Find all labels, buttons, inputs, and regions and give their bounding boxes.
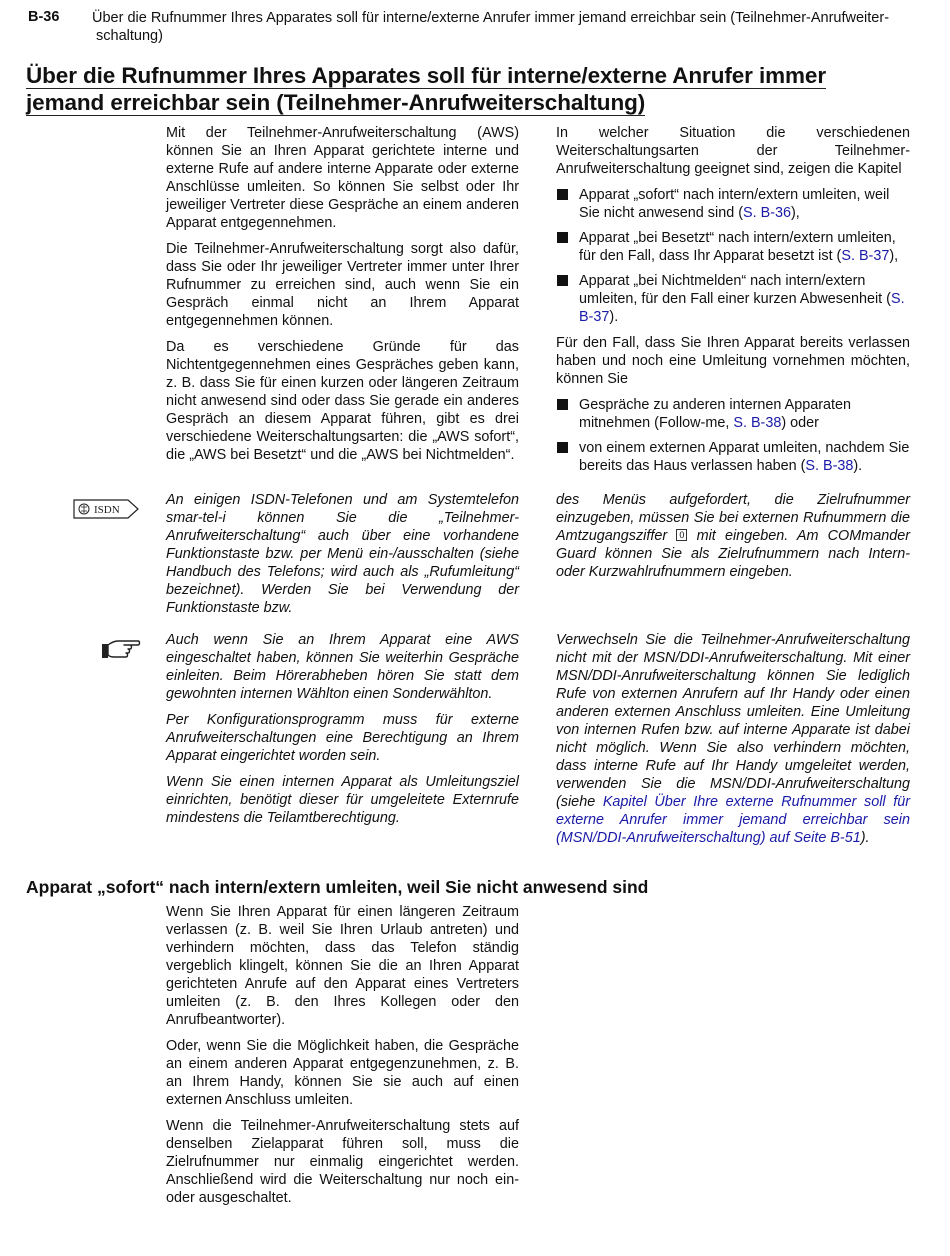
list-item: Gespräche zu anderen internen Apparaten mitnehmen (Follow-me, S. B-38) oder — [556, 396, 910, 432]
pointing-hand-icon — [100, 638, 142, 667]
running-header-title — [92, 9, 922, 45]
section-paragraph-3: Wenn die Teilnehmer-Anrufweiterschaltung stets auf denselben Zielapparat führen soll, muss die Zielrufnummer nur einmalig eingerichtet werden. Anschließend wird die Weiterschaltung nur noch ein- oder ausgeschaltet. — [166, 1118, 519, 1206]
isdn-icon — [72, 498, 140, 525]
hint-paragraph-3: Wenn Sie einen internen Apparat als Umleitungsziel einrichten, benötigt dieser für umgeleitete Externrufe mindestens die Teilamtberechtigung. — [166, 774, 519, 826]
hint-note-left — [166, 631, 519, 835]
intro-paragraph-3: Da es verschiedene Gründe für das Nichtentgegennehmen eines Gespräches geben kann, z. B. dass Sie für einen kurzen oder längeren Zeitraum nicht anwesend sind oder dass Sie gerade ein anderes Gespräch an diesem Apparat führen, gibt es drei verschiedene Weiterschaltungsarten: die „AWS sofort“, die „AWS bei Besetzt“ und die „AWS bei Nichtmelden“. — [166, 339, 519, 463]
section-title: Apparat „sofort“ nach intern/extern umleiten, weil Sie nicht anwesend sind — [26, 877, 649, 897]
page-title-text: Über die Rufnummer Ihres Apparates soll für interne/externe Anrufer immer jemand erreichbar sein (Teilnehmer-Anrufweiterschaltung) — [26, 63, 826, 115]
isdn-note-right — [556, 491, 910, 589]
chapter-link[interactable]: Kapitel Über Ihre externe Rufnummer soll für externe Anrufer immer jemand erreichbar sein (MSN/DDI-Anrufweiterschaltung) auf Seite B-51 — [556, 794, 910, 846]
intro-left-column — [166, 124, 519, 472]
page-link[interactable]: S. B-38 — [733, 415, 782, 431]
page-link[interactable]: S. B-36 — [743, 205, 791, 221]
intro-right-column — [556, 124, 910, 483]
intro-right-paragraph-2: Für den Fall, dass Sie Ihren Apparat bereits verlassen haben und noch eine Umleitung vornehmen möchten, können Sie — [556, 335, 910, 387]
intro-paragraph-2: Die Teilnehmer-Anrufweiterschaltung sorgt also dafür, dass Sie oder Ihr jeweiliger Vertreter immer unter Ihrer Rufnummer zu erreichen sind, auch wenn Sie ein Gespräch einmal nicht an Ihrem Apparat entgegennehmen können. — [166, 241, 519, 329]
isdn-note-continued: des Menüs aufgefordert, die Zielrufnummer einzugeben, müssen Sie bei externen Rufnummern die Amtzugangsziffer 0 mit eingeben. Am COMmander Guard können Sie als Zielrufnummern nach Intern- oder Kurzwahlrufnummern eingeben. — [556, 492, 911, 580]
hint-right-paragraph: Verwechseln Sie die Teilnehmer-Anrufweiterschaltung nicht mit der MSN/DDI-Anrufweiterschaltung. Mit einer MSN/DDI-Anrufweiterschaltung können Sie lediglich Rufe von externen Anrufern auf Ihr Handy oder einen anderen externen Anschluss umleiten. Eine Umleitung von internen Rufen bzw. auf interne Apparate ist dabei nicht möglich. Wenn Sie also verhindern möchten, dass interne Rufe auf Ihr Handy umgeleitet werden, verwenden Sie die MSN/DDI-Anrufweiterschaltung (siehe Kapitel Über Ihre externe Rufnummer soll für externe Anrufer immer jemand erreichbar sein (MSN/DDI-Anrufweiterschaltung) auf Seite B-51). — [556, 632, 910, 846]
section-paragraph-1: Wenn Sie Ihren Apparat für einen längeren Zeitraum verlassen (z. B. weil Sie Ihren Urlaub antreten) und verhindern möchten, dass das Telefon ständig vergeblich klingelt, können Sie die an Ihren Apparat gerichteten Anrufe auf den Apparat eines Vertreters umleiten (z. B. den Ihres Kollegen oder den Anrufbeantworter). — [166, 904, 519, 1028]
hint-note-right — [556, 631, 910, 855]
list-item: Apparat „sofort“ nach intern/extern umleiten, weil Sie nicht anwesend sind (S. B-36), — [556, 186, 910, 222]
svg-text:ISDN: ISDN — [94, 504, 120, 516]
page-link[interactable]: S. B-38 — [805, 458, 854, 474]
list-item: Apparat „bei Nichtmelden“ nach intern/extern umleiten, für den Fall einer kurzen Abwesenheit (S. B-37). — [556, 272, 910, 326]
page-link[interactable]: S. B-37 — [841, 248, 890, 264]
isdn-note-left — [166, 491, 519, 625]
isdn-note-text: An einigen ISDN-Telefonen und am Systemtelefon smar-tel-i können Sie die „Teilnehmer-Anrufweiterschaltung“ auch über eine vorhandene Funktionstaste bzw. per Menü ein-/ausschalten (siehe Handbuch des Telefons; wird auch als „Rufumleitung“ bezeichnet). Werden Sie bei Verwendung der Funktionstaste bzw. — [166, 492, 519, 616]
hint-paragraph-2: Per Konfigurationsprogramm muss für externe Anrufweiterschaltungen eine Berechtigung an Ihrem Apparat eingerichtet worden sein. — [166, 712, 519, 764]
left-house-list — [556, 396, 910, 475]
hint-paragraph-1: Auch wenn Sie an Ihrem Apparat eine AWS eingeschaltet haben, können Sie weiterhin Gespräche einleiten. Beim Hörerabheben hören Sie statt dem gewohnten internen Wählton einen Sonderwählton. — [166, 632, 519, 702]
intro-paragraph-1: Mit der Teilnehmer-Anrufweiterschaltung (AWS) können Sie an Ihren Apparat gerichtete interne und externe Rufe auf andere interne Apparate oder externe Anschlüsse umleiten. So können Sie selbst oder Ihr jeweiliger Vertreter diese Gespräche an einem anderen Apparat entgegennehmen. — [166, 125, 519, 231]
list-item: Apparat „bei Besetzt“ nach intern/extern umleiten, für den Fall, dass Ihr Apparat besetzt ist (S. B-37), — [556, 229, 910, 265]
key-zero: 0 — [676, 529, 687, 541]
page-title — [26, 62, 906, 116]
page-link[interactable]: S. B-37 — [579, 291, 905, 325]
section-body — [166, 903, 519, 1215]
running-header-line-2: schaltung) — [96, 28, 163, 44]
page-number: B-36 — [28, 9, 60, 25]
section-paragraph-2: Oder, wenn Sie die Möglichkeit haben, die Gespräche an einem anderen Apparat entgegenzunehmen, z. B. an Ihrem Handy, können Sie sie auch auf einen externen Anschluss umleiten. — [166, 1038, 519, 1108]
running-header-line-1: Über die Rufnummer Ihres Apparates soll für interne/externe Anrufer immer jemand erreichbar sein (Teilnehmer-Anrufweiter- — [92, 10, 890, 26]
intro-right-paragraph-1: In welcher Situation die verschiedenen Weiterschaltungsarten der Teilnehmer-Anrufweiterschaltung geeignet sind, zeigen die Kapitel — [556, 125, 910, 177]
situation-list — [556, 186, 910, 326]
list-item: von einem externen Apparat umleiten, nachdem Sie bereits das Haus verlassen haben (S. B-38). — [556, 439, 910, 475]
